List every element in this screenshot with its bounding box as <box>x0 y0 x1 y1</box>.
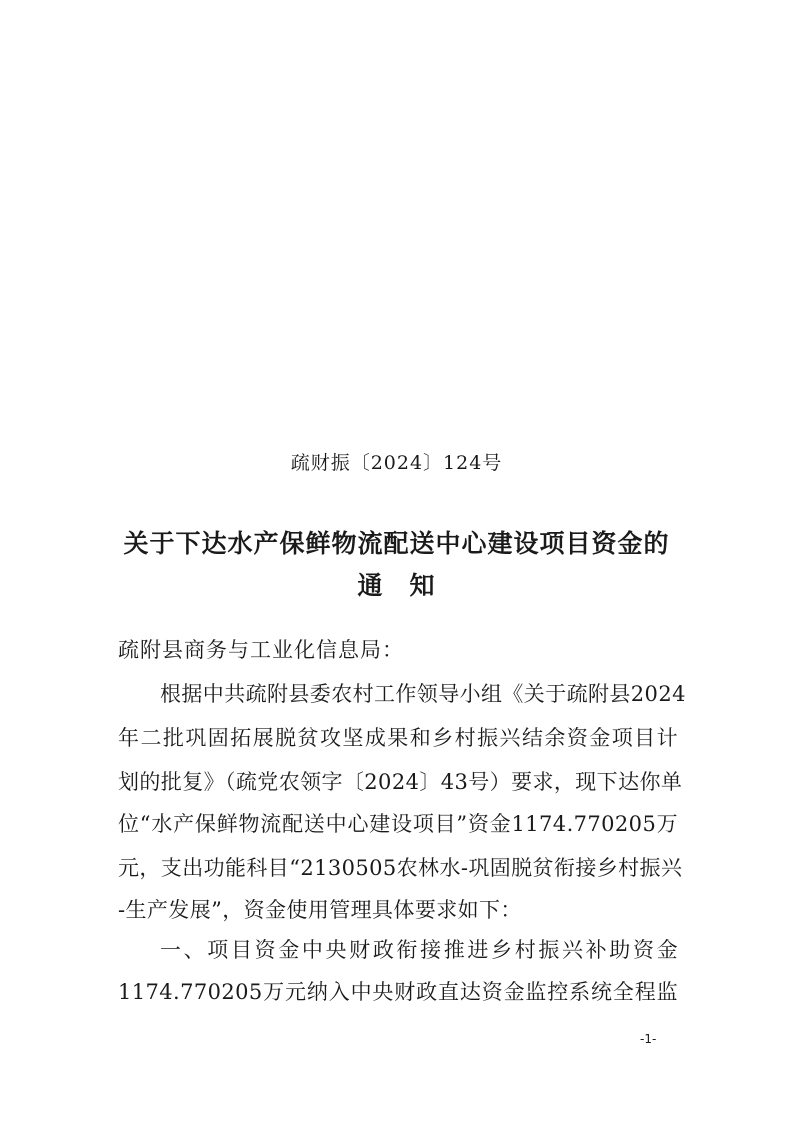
body-line: 划的批复》（疏党农领字〔2024〕43号）要求，现下达你单 <box>118 770 683 794</box>
document-number: 疏财振〔2024〕124号 <box>290 452 503 474</box>
body-line: 1174.770205万元纳入中央财政直达资金监控系统全程监 <box>118 980 678 1004</box>
recipient: 疏附县商务与工业化信息局： <box>118 638 404 662</box>
body-line: 位“水产保鲜物流配送中心建设项目”资金1174.770205万 <box>118 812 678 836</box>
body-line: -生产发展”，资金使用管理具体要求如下： <box>118 898 522 922</box>
document-title-line1: 关于下达水产保鲜物流配送中心建设项目资金的 <box>123 529 670 558</box>
body-line: 根据中共疏附县委农村工作领导小组《关于疏附县2024 <box>160 682 686 706</box>
body-line: 一、项目资金中央财政衔接推进乡村振兴补助资金 <box>160 938 678 962</box>
body-line: 年二批巩固拓展脱贫攻坚成果和乡村振兴结余资金项目计 <box>118 726 678 750</box>
document-title-line2: 通 知 <box>357 571 436 600</box>
body-line: 元，支出功能科目“2130505农林水-巩固脱贫衔接乡村振兴 <box>118 856 683 880</box>
page-number: -1- <box>640 1032 657 1046</box>
